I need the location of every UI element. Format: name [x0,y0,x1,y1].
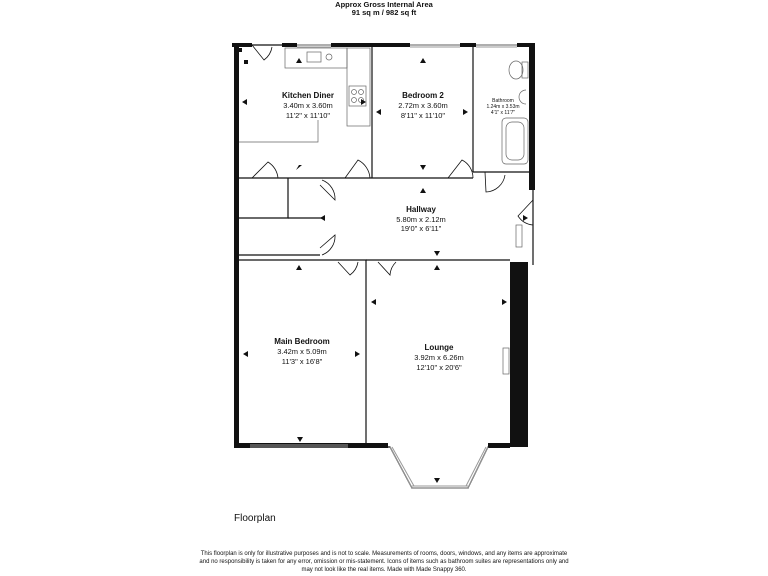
lounge-name: Lounge [424,343,454,352]
disclaimer-line: This floorplan is only for illustrative purposes and is not to scale. Measurements of rooms, doors, windows, and any items are approximate [200,551,568,557]
room-kitchen-label [282,91,334,120]
room-bedroom2-label [398,91,448,120]
area-value: 91 sq m / 982 sq ft [351,8,417,17]
bedroom2-metric: 2.72m x 3.60m [398,101,448,110]
room-bathroom-label [486,98,519,116]
bathroom-metric: 1.24m x 3.53m [486,104,520,110]
kitchen-imperial: 11'2" x 11'10" [285,111,331,120]
room-main-bedroom-label [274,337,330,366]
bathroom-imperial: 4'1" x 11'7" [490,110,516,116]
hallway-metric: 5.80m x 2.12m [396,215,446,224]
room-hallway-label [396,205,446,233]
bedroom2-name: Bedroom 2 [402,91,444,100]
floorplan-label: Floorplan [234,513,276,524]
bathroom-name: Bathroom [492,98,514,104]
lounge-imperial: 12'10" x 20'6" [416,363,462,372]
hallway-imperial: 19'0" x 6'11" [400,224,442,233]
dimension-markers [242,58,528,483]
door-swings [252,45,533,275]
bedroom2-imperial: 8'11" x 11'10" [400,111,446,120]
interior-walls [238,45,533,488]
lounge-metric: 3.92m x 6.26m [414,353,464,362]
area-title: Approx Gross Internal Area [335,0,433,9]
disclaimer-line: may not look like the real items. Made with Made Snappy 360. [301,567,467,573]
main-bedroom-name: Main Bedroom [274,337,330,346]
room-lounge-label [414,343,464,372]
main-bedroom-imperial: 11'3" x 16'8" [281,357,323,366]
hallway-name: Hallway [406,205,436,214]
main-bedroom-metric: 3.42m x 5.09m [277,347,327,356]
disclaimer-line: and no responsibility is taken for any error, omission or mis-statement. Icons of items such as bathroom suites are representations only and [199,559,569,565]
kitchen-name: Kitchen Diner [281,91,335,100]
disclaimer [150,550,618,574]
kitchen-metric: 3.40m x 3.60m [283,101,333,110]
